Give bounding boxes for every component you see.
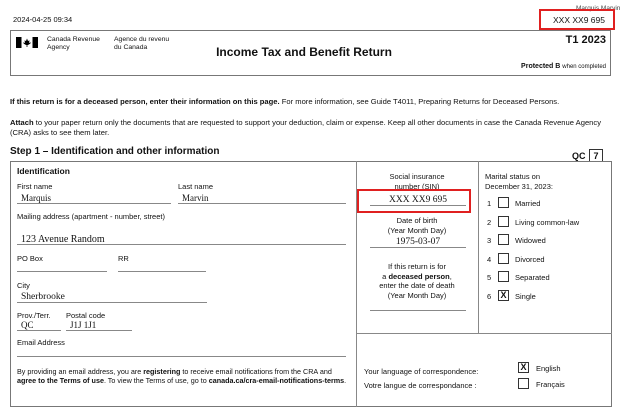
highlight-top-sin	[539, 9, 615, 30]
marital-label-married: Married	[515, 199, 541, 208]
postal-code-field[interactable]: J1J 1J1	[66, 320, 132, 331]
language-option-francais: Français	[536, 380, 565, 389]
sin-field[interactable]: XXX XX9 695	[370, 195, 466, 206]
divider-language	[356, 333, 612, 334]
last-name-field[interactable]: Marvin	[178, 193, 346, 204]
form-title: Income Tax and Benefit Return	[216, 45, 392, 59]
qc-label: QC	[572, 151, 586, 161]
step1-title: Step 1 – Identification and other information	[10, 146, 220, 157]
highlight-sin-field	[357, 189, 471, 213]
city-field[interactable]: Sherbrooke	[17, 292, 207, 303]
marital-checkbox-married[interactable]	[498, 197, 509, 208]
language-label-en: Your language of correspondence:	[364, 367, 479, 376]
first-name-field[interactable]: Marquis	[17, 193, 171, 204]
rr-field[interactable]	[118, 261, 206, 272]
top-name-partial: Marquis Marvin	[576, 5, 621, 12]
marital-checkbox-single[interactable]: X	[498, 290, 509, 301]
marital-num: 1	[487, 199, 492, 208]
deceased-label: If this return is for a deceased person, enter the date of death (Year Month Day)	[379, 262, 455, 300]
divider-middle-right	[478, 161, 479, 333]
timestamp: 2024-04-25 09:34	[13, 15, 73, 24]
marital-label-separated: Separated	[515, 273, 550, 282]
intro-deceased: If this return is for a deceased person, enter their information on this page. For more information, see Guide T4011, Preparing Returns for Deceased Persons.	[10, 97, 560, 106]
language-label-fr: Votre langue de correspondance :	[364, 381, 477, 390]
death-date-field[interactable]	[370, 300, 466, 311]
language-option-english: English	[536, 364, 561, 373]
intro-attach: Attach to your paper return only the documents that are requested to support your deduction, claim or expense. Keep all other documents in case the Canada Revenue Agency (CRA) asks to see them later.	[10, 118, 601, 137]
marital-checkbox-common-law[interactable]	[498, 216, 509, 227]
marital-num: 4	[487, 255, 492, 264]
marital-checkbox-divorced[interactable]	[498, 253, 509, 264]
language-checkbox-francais[interactable]	[518, 378, 529, 389]
prov-field[interactable]: QC	[17, 320, 61, 331]
email-note: By providing an email address, you are registering to receive email notifications from the CRA and agree to the Terms of use. To view the Terms of use, go to canada.ca/cra-email-notifications-terms.	[17, 367, 347, 385]
prov-label: Prov./Terr.	[17, 311, 51, 320]
canada-flag-icon	[16, 37, 38, 48]
marital-status-label: Marital status on December 31, 2023:	[485, 172, 553, 191]
form-code: T1 2023	[565, 34, 606, 46]
first-name-label: First name	[17, 182, 53, 191]
po-box-label: PO Box	[17, 254, 43, 263]
protected-label: Protected B when completed	[521, 63, 606, 70]
po-box-field[interactable]	[17, 261, 107, 272]
identification-heading: Identification	[17, 166, 70, 176]
marital-label-divorced: Divorced	[515, 255, 545, 264]
agency-fr: Agence du revenu du Canada	[114, 36, 170, 51]
terms-link[interactable]: canada.ca/cra-email-notifications-terms	[208, 376, 345, 385]
marital-num: 5	[487, 273, 492, 282]
top-sin: XXX XX9 695	[553, 15, 605, 25]
marital-checkbox-widowed[interactable]	[498, 234, 509, 245]
marital-label-common-law: Living common-law	[515, 218, 580, 227]
email-label: Email Address	[17, 338, 65, 347]
marital-label-widowed: Widowed	[515, 236, 546, 245]
postal-code-label: Postal code	[66, 311, 106, 320]
mailing-address-label: Mailing address (apartment - number, street)	[17, 212, 165, 221]
marital-num: 2	[487, 218, 492, 227]
rr-label: RR	[118, 254, 129, 263]
marital-checkbox-separated[interactable]	[498, 271, 509, 282]
marital-label-single: Single	[515, 292, 536, 301]
dob-field[interactable]: 1975-03-07	[370, 237, 466, 248]
dob-label: Date of birth (Year Month Day)	[387, 216, 447, 235]
email-field[interactable]	[17, 346, 346, 357]
language-checkbox-english[interactable]: X	[518, 362, 529, 373]
last-name-label: Last name	[178, 182, 214, 191]
marital-num: 6	[487, 292, 492, 301]
sin-label: Social insurance number (SIN)	[389, 172, 445, 191]
city-label: City	[17, 281, 30, 290]
mailing-address-field[interactable]: 123 Avenue Random	[17, 234, 346, 245]
agency-en: Canada Revenue Agency	[47, 36, 100, 51]
qc-box: 7	[589, 149, 603, 162]
marital-num: 3	[487, 236, 492, 245]
